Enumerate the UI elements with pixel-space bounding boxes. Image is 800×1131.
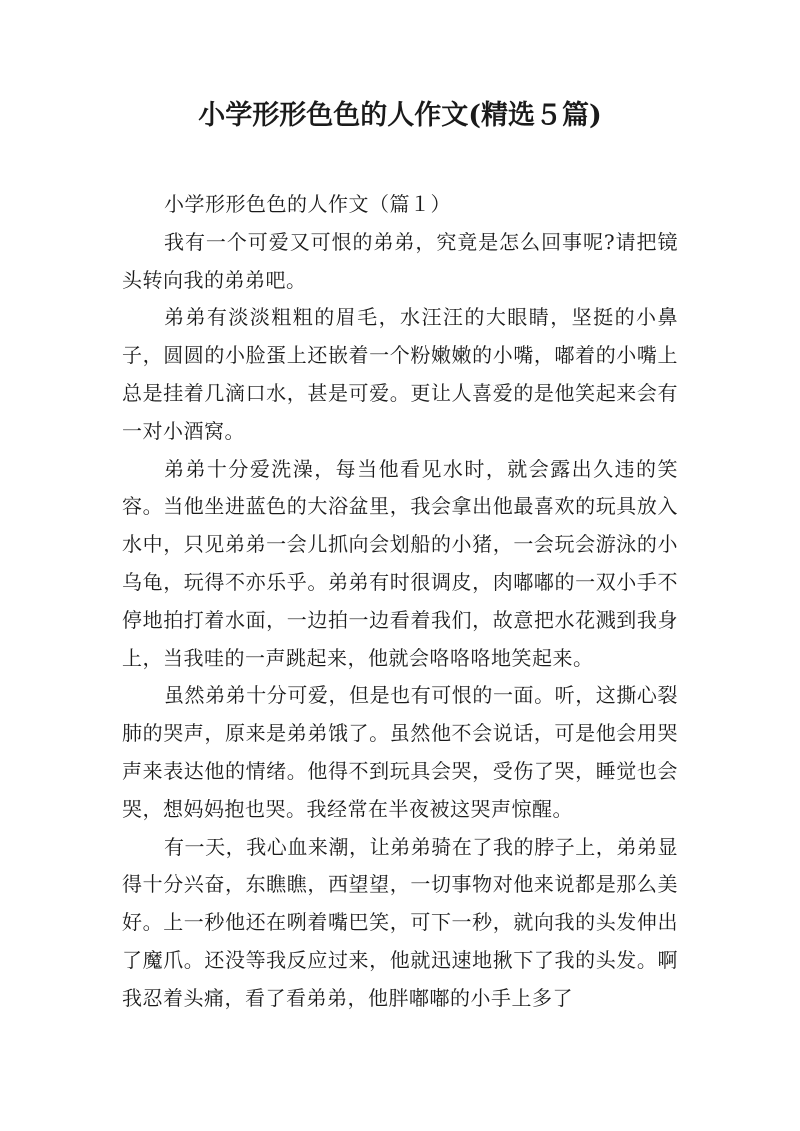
document-title: 小学形形色色的人作文(精选５篇) <box>198 100 602 131</box>
article-body <box>122 186 678 1018</box>
paragraph-5: 有一天，我心血来潮，让弟弟骑在了我的脖子上，弟弟显得十分兴奋，东瞧瞧，西望望，一切事物对他来说都是那么美好。上一秒他还在咧着嘴巴笑，可下一秒，就向我的头发伸出了魔爪。还没等我反应过来，他就迅速地揪下了我的头发。啊我忍着头痛，看了看弟弟，他胖嘟嘟的小手上多了 <box>122 834 678 1010</box>
paragraph-1: 我有一个可爱又可恨的弟弟，究竟是怎么回事呢?请把镜头转向我的弟弟吧。 <box>122 229 678 292</box>
paragraph-3: 弟弟十分爱洗澡，每当他看见水时，就会露出久违的笑容。当他坐进蓝色的大浴盆里，我会拿出他最喜欢的玩具放入水中，只见弟弟一会儿抓向会划船的小猪，一会玩会游泳的小乌龟，玩得不亦乐乎。弟弟有时很调皮，肉嘟嘟的一双小手不停地拍打着水面，一边拍一边看着我们，故意把水花溅到我身上，当我哇的一声跳起来，他就会咯咯咯地笑起来。 <box>122 456 678 670</box>
paragraph-4: 虽然弟弟十分可爱，但是也有可恨的一面。听，这撕心裂肺的哭声，原来是弟弟饿了。虽然他不会说话，可是他会用哭声来表达他的情绪。他得不到玩具会哭，受伤了哭，睡觉也会哭，想妈妈抱也哭。我经常在半夜被这哭声惊醒。 <box>122 683 678 821</box>
paragraph-2: 弟弟有淡淡粗粗的眉毛，水汪汪的大眼睛，坚挺的小鼻子，圆圆的小脸蛋上还嵌着一个粉嫩嫩的小嘴，嘟着的小嘴上总是挂着几滴口水，甚是可爱。更让人喜爱的是他笑起来会有一对小酒窝。 <box>122 305 678 443</box>
section-heading: 小学形形色色的人作文（篇１） <box>164 192 451 216</box>
